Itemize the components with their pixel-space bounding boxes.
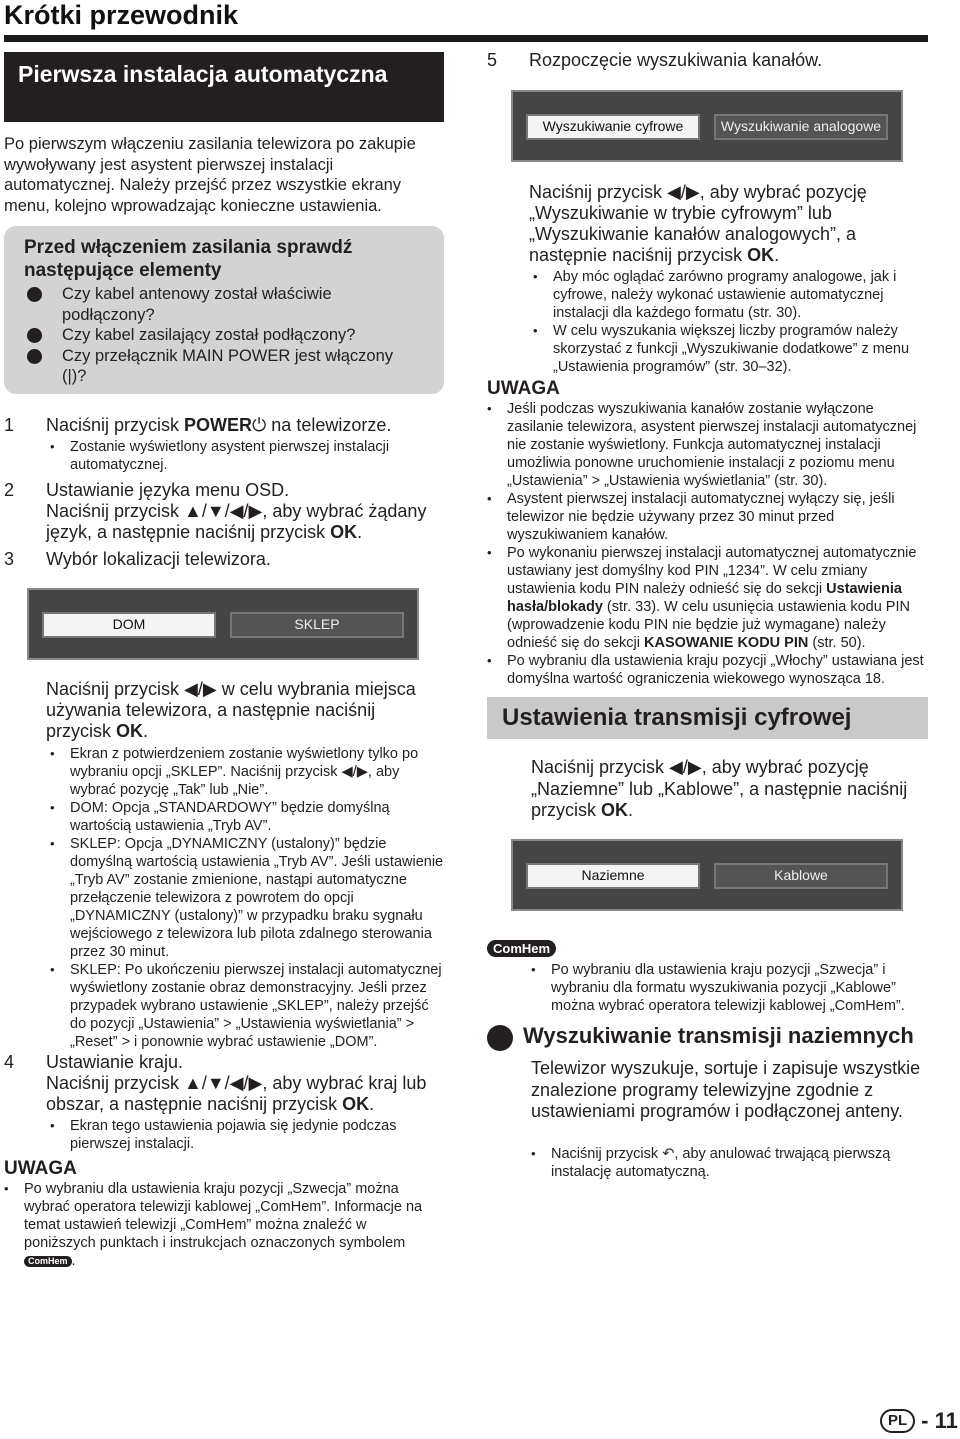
step-5-body: Naciśnij przycisk ◀/▶, aby wybrać pozycję „Wyszukiwanie w trybie cyfrowym” lub „Wyszukiwanie kanałów analogowych”, a następnie naciśnij przycisk OK. • Aby móc oglądać zarówno programy analogowe, jak i cyfrowe, należy wykonać ustawienie automatycznej instalacji dla każdego formatu (str. 30). • W celu wyszukania większej liczby programów należy skorzystać z funkcji „Wyszukiwanie dodatkowe” z menu „Ustawienia programów” (str. 30–32).	[487, 182, 928, 376]
osd-option-analog-search[interactable]: Wyszukiwanie analogowe	[714, 114, 888, 140]
bullet: • Zostanie wyświetlony asystent pierwszej instalacji automatycznej.	[50, 439, 390, 473]
terrestrial-text: Telewizor wyszukuje, sortuje i zapisuje wszystkie znalezione programy telewizyjne zgodnie z ustawieniami programów i podłączonej anteny.	[531, 1058, 921, 1121]
checklist-box	[4, 226, 444, 394]
step-number: 5	[487, 50, 498, 70]
checklist-item: Czy kabel antenowy został właściwie podłączony?	[27, 284, 422, 325]
arrow-keys-icon: ▲/▼/◀/▶	[184, 1073, 263, 1093]
checklist-item: Czy kabel zasilający został podłączony?	[27, 325, 422, 346]
osd-option-digital-search[interactable]: Wyszukiwanie cyfrowe	[526, 114, 700, 140]
uwaga-heading: UWAGA	[487, 378, 560, 399]
section-header-first-install: Pierwsza instalacja automatyczna	[4, 52, 444, 122]
osd-option-terrestrial[interactable]: Naziemne	[526, 863, 700, 889]
section-header-terrestrial: Wyszukiwanie transmisji naziemnych	[523, 1023, 914, 1048]
page-number: - 11	[921, 1408, 958, 1433]
comhem-mark: ComHem	[24, 1256, 72, 1267]
bullet: • DOM: Opcja „STANDARDOWY” będzie domyślną wartością ustawienia „Tryb AV”.	[50, 800, 390, 834]
step-2: 2 Ustawianie języka menu OSD. Naciśnij przycisk ▲/▼/◀/▶, aby wybrać żądany język, a następnie naciśnij przycisk OK.	[4, 480, 427, 542]
comhem-bullet: • Po wybraniu dla ustawienia kraju pozycji „Szwecja” i wybraniu dla formatu wyszukiwania pozycji „Kablowe” można wybrać operatora telewizji kablowej „ComHem”.	[531, 962, 905, 1014]
step-number: 3	[4, 549, 15, 569]
return-icon: ↶	[662, 1146, 675, 1162]
step-title: Ustawianie kraju.	[46, 1052, 184, 1072]
bullet: • Ekran z potwierdzeniem zostanie wyświetlony tylko po wybraniu opcji „SKLEP”. Naciśnij przycisk ◀/▶, aby wybrać pozycję „Tak” lub „Nie”.	[50, 746, 419, 798]
title-rule	[4, 35, 928, 42]
step-title: Rozpoczęcie wyszukiwania kanałów.	[529, 50, 823, 70]
page-title: Krótki przewodnik	[4, 0, 239, 30]
step-4: 4 Ustawianie kraju. Naciśnij przycisk ▲/▼/◀/▶, aby wybrać kraj lub obszar, a następnie naciśnij przycisk OK. • Ekran tego ustawienia pojawia się jedynie podczas pierwszej instalacji.	[4, 1052, 444, 1153]
comhem-label: ComHem	[487, 940, 556, 958]
page-footer	[880, 1408, 958, 1434]
step-title: Wybór lokalizacji telewizora.	[46, 549, 271, 569]
osd-option-dom[interactable]: DOM	[42, 612, 216, 638]
osd-option-cable[interactable]: Kablowe	[714, 863, 888, 889]
step-5	[487, 50, 928, 71]
bullet: • Asystent pierwszej instalacji automatycznej wyłączy się, jeśli telewizor nie będzie używany przez 30 minut przed wyszukiwaniem kanałów.	[487, 491, 895, 543]
step-3	[4, 549, 444, 570]
arrow-keys-icon: ◀/▶	[667, 182, 700, 202]
bullet: • Po wybraniu dla ustawienia kraju pozycji „Włochy” ustawiana jest domyślna wartość ograniczenia wiekowego wynosząca 18.	[487, 653, 924, 687]
uwaga-heading: UWAGA	[4, 1158, 77, 1179]
language-badge: PL	[880, 1409, 915, 1433]
uwaga-note: • Po wybraniu dla ustawienia kraju pozycji „Szwecja” można wybrać operatora telewizji kablowej „ComHem”. Informacje na temat ustawień telewizji „ComHem” można znaleźć w poniższych punktach i instrukcjach oznaczonych symbolem ComHem .	[4, 1181, 423, 1269]
bullet: • Po wykonaniu pierwszej instalacji automatycznej automatycznie ustawiany jest domyślny kod PIN „1234”. W celu zmiany ustawienia kodu PIN należy odnieść się do sekcji Ustawienia hasła/blokady (str. 33). W celu usunięcia ustawienia kodu PIN (wprowadzenie kodu PIN nie będzie już wymagane) należy odnieść się do sekcji KASOWANIE KODU PIN (str. 50).	[487, 545, 917, 651]
arrow-keys-icon: ▲/▼/◀/▶	[184, 501, 263, 521]
osd-option-sklep[interactable]: SKLEP	[230, 612, 404, 638]
bullet: • SKLEP: Po ukończeniu pierwszej instalacji automatycznej wyświetlony zostanie obraz demonstracyjny. Jeśli przez przypadek wybrano ustawienie „SKLEP”, należy przejść do pozycji „Ustawienia” > „Ustawienia wyświetlania” > „Reset” > i ponownie wybrać ustawienie „DOM”.	[50, 962, 442, 1050]
step-title: Ustawianie języka menu OSD.	[46, 480, 290, 500]
step-number: 1	[4, 415, 15, 435]
bullet-dot-icon	[27, 328, 42, 343]
bullet: • SKLEP: Opcja „DYNAMICZNY (ustalony)” będzie domyślną wartością ustawienia „Tryb AV”. Jeśli ustawienie „Tryb AV” zostanie zmienione, nastąpi automatyczne przełączenie telewizora z powrotem do opcji „DYNAMICZNY (ustalony)” w przypadku braku sygnału wejściowego z telewizora lub pilota zdalnego sterowania przez 30 minut.	[50, 836, 444, 960]
bullet: • Ekran tego ustawienia pojawia się jedynie podczas pierwszej instalacji.	[50, 1118, 397, 1152]
arrow-keys-icon: ◀/▶	[184, 679, 217, 699]
osd-broadcast-screen	[511, 839, 903, 911]
section-header-digital: Ustawienia transmisji cyfrowej	[487, 697, 928, 739]
digital-instruction: Naciśnij przycisk ◀/▶, aby wybrać pozycję „Naziemne” lub „Kablowe”, a następnie naciśnij przycisk OK.	[531, 757, 908, 820]
bullet-dot-icon	[27, 287, 42, 302]
power-key: POWER	[184, 415, 253, 435]
bullet: • Jeśli podczas wyszukiwania kanałów zostanie wyłączone zasilanie telewizora, asystent pierwszej instalacji automatycznej nie zostanie wyświetlony. Funkcja automatycznej instalacji umożliwia ponowne uruchomienie instalacji z poziomu menu „Ustawienia” > „Ustawienia wyświetlania” (str. 30).	[487, 401, 917, 489]
osd-search-screen	[511, 90, 903, 162]
step-1: 1 Naciśnij przycisk POWER⏻ na telewizorze. • Zostanie wyświetlony asystent pierwszej instalacji automatycznej.	[4, 415, 444, 474]
checklist-title: Przed włączeniem zasilania sprawdź następujące elementy	[24, 237, 353, 281]
terrestrial-bullet: • Naciśnij przycisk ↶, aby anulować trwającą pierwszą instalację automatyczną.	[531, 1146, 891, 1180]
bullet: • W celu wyszukania większej liczby programów należy skorzystać z funkcji „Wyszukiwanie dodatkowe” z menu „Ustawienia programów” (str. 30–32).	[533, 323, 910, 375]
bullet-dot-icon	[27, 349, 42, 364]
checklist-item: Czy przełącznik MAIN POWER jest włączony (|)?	[27, 346, 422, 387]
intro-paragraph: Po pierwszym włączeniu zasilania telewizora po zakupie wywoływany jest asystent pierwszej instalacji automatycznej. Należy przejść przez wszystkie ekrany menu, kolejno wprowadzając konieczne ustawienia.	[4, 135, 416, 215]
section-dot-icon	[487, 1025, 513, 1051]
power-icon: ⏻	[252, 415, 267, 435]
step-number: 2	[4, 480, 15, 500]
step-number: 4	[4, 1052, 15, 1072]
bullet: • Aby móc oglądać zarówno programy analogowe, jak i cyfrowe, należy wykonać ustawienie automatycznej instalacji dla każdego formatu (str. 30).	[533, 269, 897, 321]
step-3-body: Naciśnij przycisk ◀/▶ w celu wybrania miejsca używania telewizora, a następnie naciśnij przycisk OK. • Ekran z potwierdzeniem zostanie wyświetlony tylko po wybraniu opcji „SKLEP”. Naciśnij przycisk ◀/▶, aby wybrać pozycję „Tak” lub „Nie”. • DOM: Opcja „STANDARDOWY” będzie domyślną wartością ustawienia „Tryb AV”. • SKLEP: Opcja „DYNAMICZNY (ustalony)” będzie domyślną wartością ustawienia „Tryb AV”. Jeśli ustawienie „Tryb AV” zostanie zmienione, nastąpi automatyczne przełączenie telewizora z powrotem do opcji „DYNAMICZNY (ustalony)” w przypadku braku sygnału wejściowego z telewizora lub pilota zdalnego sterowania przez 30 minut. • SKLEP: Po ukończeniu pierwszej instalacji automatycznej wyświetlony zostanie obraz demonstracyjny. Jeśli przez przypadek wybrano ustawienie „SKLEP”, należy przejść do pozycji „Ustawienia” > „Ustawienia wyświetlania” > „Reset” > i ponownie wybrać ustawienie „DOM”.	[46, 679, 444, 1050]
arrow-keys-icon: ◀/▶	[669, 757, 702, 777]
osd-location-screen	[27, 588, 419, 660]
uwaga-list	[487, 400, 928, 688]
